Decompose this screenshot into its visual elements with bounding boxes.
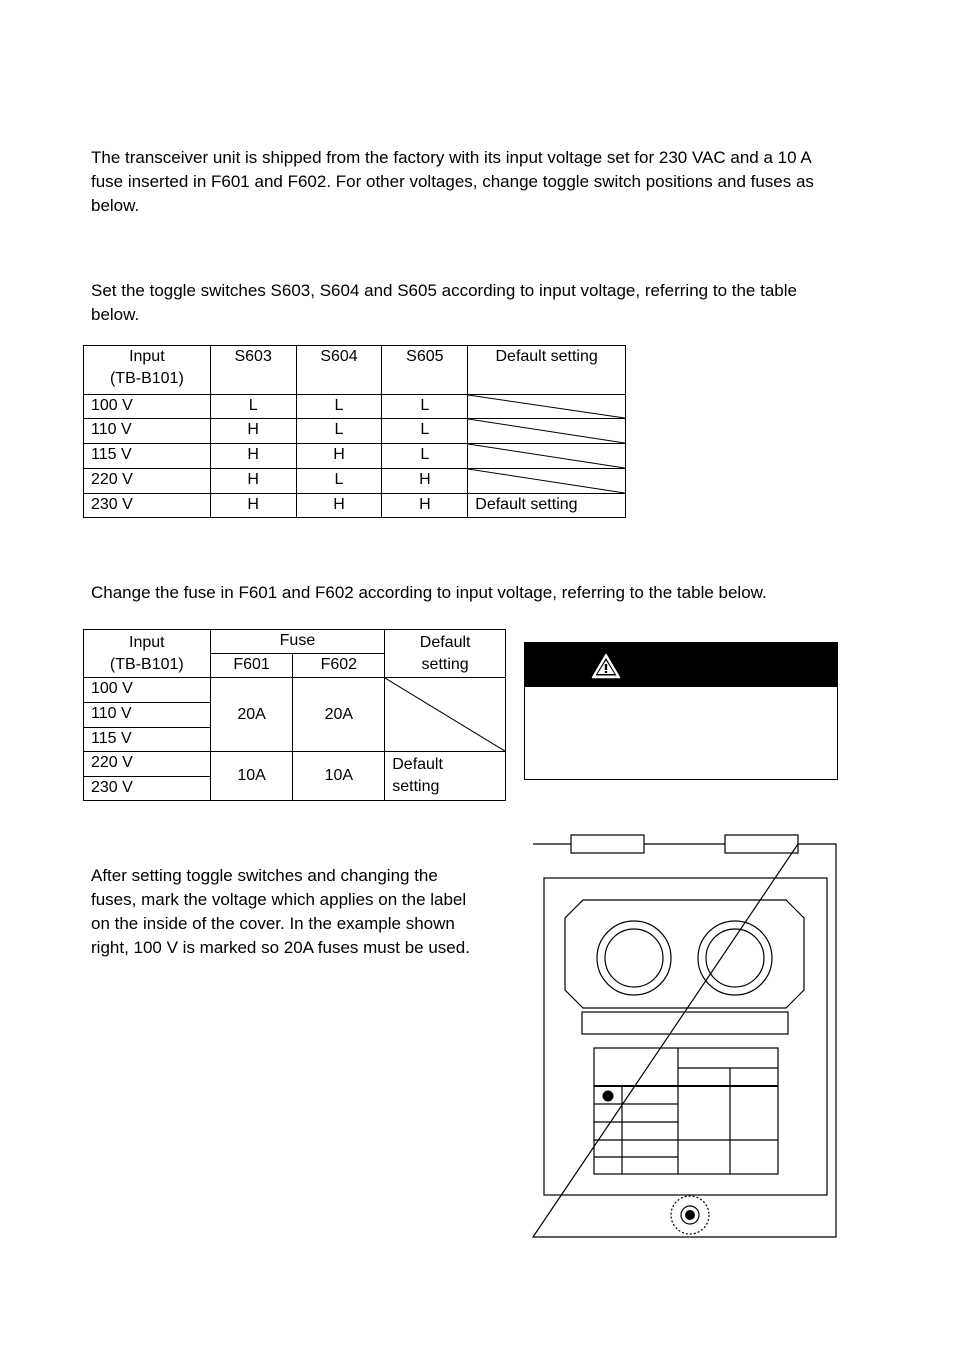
default-header bbox=[385, 630, 506, 678]
table-header-row bbox=[84, 630, 506, 654]
default-cell: Default setting bbox=[468, 494, 626, 518]
diagonal-slash bbox=[385, 678, 505, 751]
fuse-holder-inner-left bbox=[605, 929, 663, 987]
f601-cell: 20A bbox=[210, 678, 293, 752]
s603-cell: L bbox=[210, 395, 296, 419]
default-cell-line2: setting bbox=[392, 778, 440, 795]
s605-cell: H bbox=[382, 494, 468, 518]
table-row bbox=[84, 419, 626, 444]
s605-cell: H bbox=[382, 469, 468, 494]
s605-header: S605 bbox=[382, 346, 468, 395]
diagonal-slash bbox=[468, 469, 625, 493]
input-cell: 100 V bbox=[84, 395, 211, 419]
fuse-holder-outer-right bbox=[698, 921, 772, 995]
s603-cell: H bbox=[210, 444, 296, 469]
input-cell: 230 V bbox=[84, 777, 211, 801]
default-cell-empty bbox=[468, 469, 626, 494]
fuse-holder-outer-left bbox=[597, 921, 671, 995]
s603-cell: H bbox=[210, 419, 296, 444]
diagonal-slash bbox=[468, 395, 625, 418]
input-header bbox=[84, 346, 211, 395]
s604-cell: L bbox=[296, 469, 382, 494]
input-header bbox=[84, 630, 211, 678]
default-cell-empty bbox=[468, 444, 626, 469]
input-cell: 100 V bbox=[84, 678, 211, 703]
table-row bbox=[84, 395, 626, 419]
input-cell: 220 V bbox=[84, 752, 211, 777]
input-cell: 220 V bbox=[84, 469, 211, 494]
input-header-sub: (TB-B101) bbox=[109, 370, 184, 387]
s604-header: S604 bbox=[296, 346, 382, 395]
f601-header: F601 bbox=[210, 654, 293, 678]
s603-cell: H bbox=[210, 494, 296, 518]
hinge-tab-right bbox=[725, 835, 798, 853]
default-cell-empty bbox=[468, 395, 626, 419]
label-line: on the inside of the cover. In the example shown bbox=[91, 914, 455, 933]
input-cell: 230 V bbox=[84, 494, 211, 518]
f602-cell: 20A bbox=[293, 678, 385, 752]
fuse-header: Fuse bbox=[210, 630, 385, 654]
table-row bbox=[84, 469, 626, 494]
label-line: After setting toggle switches and changing the bbox=[91, 866, 438, 885]
s604-cell: L bbox=[296, 395, 382, 419]
default-cell-empty bbox=[468, 419, 626, 444]
table-row bbox=[84, 678, 506, 703]
input-cell: 115 V bbox=[84, 728, 211, 752]
table-row bbox=[84, 494, 626, 518]
fuse-strip bbox=[582, 1012, 788, 1034]
fuse-table bbox=[83, 629, 506, 801]
screw-head bbox=[685, 1210, 695, 1220]
s605-cell: L bbox=[382, 419, 468, 444]
f602-cell: 10A bbox=[293, 752, 385, 801]
f602-header: F602 bbox=[293, 654, 385, 678]
hinge-tab-left bbox=[571, 835, 644, 853]
default-header-line2: setting bbox=[421, 655, 469, 673]
diagonal-slash bbox=[468, 419, 625, 443]
f601-cell: 10A bbox=[210, 752, 293, 801]
fuse-housing bbox=[565, 900, 804, 1008]
warning-triangle-icon bbox=[591, 653, 621, 679]
input-header-sub: (TB-B101) bbox=[109, 655, 184, 673]
table-row bbox=[84, 752, 506, 777]
table-header-row bbox=[84, 346, 626, 395]
fuse-paragraph: Change the fuse in F601 and F602 according to input voltage, referring to the table below. bbox=[91, 583, 767, 602]
s604-cell: H bbox=[296, 444, 382, 469]
diagonal-slash bbox=[468, 444, 625, 468]
default-cell-line1: Default bbox=[392, 756, 443, 773]
input-cell: 110 V bbox=[84, 703, 211, 728]
input-header-label: Input bbox=[129, 348, 165, 365]
label-line: fuses, mark the voltage which applies on the label bbox=[91, 890, 467, 909]
intro-paragraph: The transceiver unit is shipped from the factory with its input voltage set for 230 VAC and a 10 A fuse inserted in F601 and F602. For other voltages, change toggle switch positions and fuses as below. bbox=[91, 148, 814, 215]
table-row bbox=[84, 444, 626, 469]
s604-cell: L bbox=[296, 419, 382, 444]
warning-box bbox=[524, 642, 838, 780]
toggle-switch-paragraph: Set the toggle switches S603, S604 and S605 according to input voltage, referring to the table below. bbox=[91, 281, 797, 324]
warning-header-bar bbox=[525, 643, 837, 687]
s605-cell: L bbox=[382, 395, 468, 419]
default-cell bbox=[385, 752, 506, 801]
default-header-line1: Default bbox=[419, 633, 471, 651]
s605-cell: L bbox=[382, 444, 468, 469]
s603-header: S603 bbox=[210, 346, 296, 395]
default-header: Default setting bbox=[468, 346, 626, 395]
toggle-switch-table bbox=[83, 345, 626, 518]
voltage-mark-dot bbox=[603, 1091, 614, 1102]
default-cell-empty bbox=[385, 678, 506, 752]
cover-label-illustration bbox=[532, 834, 840, 1240]
s603-cell: H bbox=[210, 469, 296, 494]
input-cell: 115 V bbox=[84, 444, 211, 469]
inner-panel bbox=[544, 878, 827, 1195]
label-instruction-paragraph bbox=[91, 864, 521, 960]
input-cell: 110 V bbox=[84, 419, 211, 444]
s604-cell: H bbox=[296, 494, 382, 518]
input-header-label: Input bbox=[129, 633, 165, 651]
cover-outline bbox=[533, 844, 836, 1237]
label-line: right, 100 V is marked so 20A fuses must be used. bbox=[91, 938, 470, 957]
